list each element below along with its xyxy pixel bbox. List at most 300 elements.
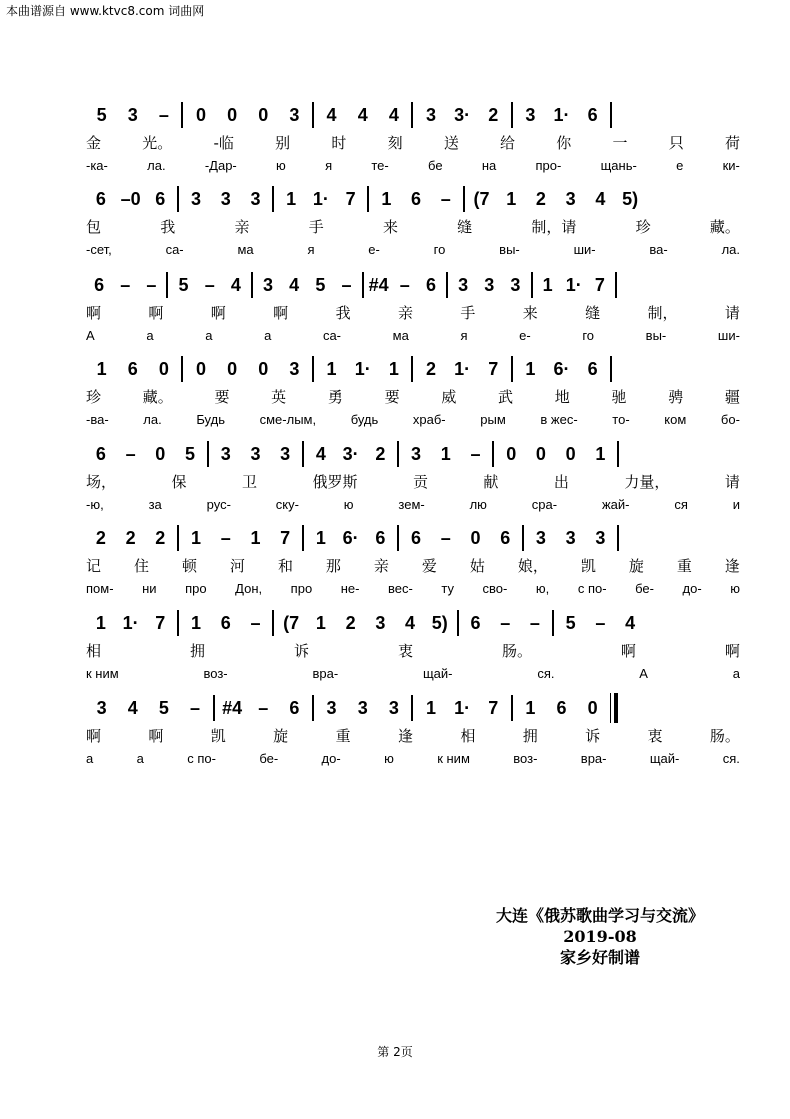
barline xyxy=(177,525,179,551)
note: – xyxy=(595,613,606,633)
lyric-syllable: ю xyxy=(276,157,286,173)
lyric-syllable: 刻 xyxy=(387,133,403,152)
lyric-syllable: 骋 xyxy=(668,387,684,406)
lyric-syllable: -ва- xyxy=(86,411,109,427)
barline xyxy=(251,272,253,298)
lyric-syllable: го xyxy=(582,327,595,343)
note: 4 xyxy=(289,275,300,295)
lyric-syllable: 藏。 xyxy=(709,217,740,236)
lyric-syllable: 啊 xyxy=(86,303,102,322)
note: 3 xyxy=(425,105,436,125)
lyric-syllable: 啊 xyxy=(148,726,164,745)
lyric-syllable: 场， xyxy=(86,472,117,491)
barline xyxy=(272,186,274,212)
note: 6 xyxy=(289,698,300,718)
note: 4 xyxy=(625,613,636,633)
lyric-syllable: 制， xyxy=(647,303,678,322)
lyric-syllable: ся xyxy=(674,496,688,512)
lyric-syllable: 请 xyxy=(724,303,740,322)
note: 6· xyxy=(342,528,359,548)
note: 0 xyxy=(195,359,206,379)
barline xyxy=(207,441,209,467)
lyric-syllable: щань- xyxy=(600,157,637,173)
lyric-syllable: 送 xyxy=(443,133,459,152)
lyric-syllable: храб- xyxy=(412,411,446,427)
lyric-syllable: пом- xyxy=(86,580,114,596)
lyric-syllable: 亲 xyxy=(234,217,250,236)
note: 1· xyxy=(354,359,371,379)
lyric-syllable: 献 xyxy=(483,472,499,491)
note: 3 xyxy=(535,528,546,548)
notation-line xyxy=(86,98,740,132)
note: 1 xyxy=(191,613,202,633)
source-header: 本曲谱源自 www.ktvc8.com 词曲网 xyxy=(6,4,205,18)
note: 3 xyxy=(375,613,386,633)
note: 0 xyxy=(535,444,546,464)
lyric-syllable: рым xyxy=(480,411,506,427)
lyrics-chinese xyxy=(86,555,740,575)
lyric-syllable: 肠。 xyxy=(709,726,740,745)
lyric-syllable: не- xyxy=(340,580,360,596)
lyric-syllable: 包 xyxy=(86,217,102,236)
note: 1 xyxy=(191,528,202,548)
lyric-syllable: вы- xyxy=(499,241,520,257)
credit-block xyxy=(470,905,730,968)
lyric-syllable: Будь xyxy=(196,411,225,427)
lyric-syllable: 啊 xyxy=(273,303,289,322)
lyric-syllable: а xyxy=(205,327,213,343)
lyric-syllable: на xyxy=(481,157,497,173)
note: 1 xyxy=(388,359,399,379)
note: 1 xyxy=(525,698,536,718)
lyric-syllable: а xyxy=(86,750,94,766)
lyric-syllable: 啊 xyxy=(210,303,226,322)
note: 6 xyxy=(425,275,436,295)
note: 3 xyxy=(250,189,261,209)
note: 1 xyxy=(315,613,326,633)
note: 0 xyxy=(258,359,269,379)
note: 6 xyxy=(587,105,598,125)
score-system xyxy=(0,691,790,771)
lyric-syllable: а xyxy=(732,665,740,681)
lyric-syllable: 拥 xyxy=(522,726,538,745)
lyric-syllable: а xyxy=(146,327,154,343)
note: 3 xyxy=(357,698,368,718)
note: 1· xyxy=(454,359,471,379)
lyric-syllable: за xyxy=(148,496,162,512)
lyric-syllable: 手 xyxy=(460,303,476,322)
lyric-syllable: 藏。 xyxy=(142,387,173,406)
lyric-syllable: 卫 xyxy=(241,472,257,491)
lyric-syllable: 旋 xyxy=(273,726,289,745)
lyric-syllable: 保 xyxy=(171,472,187,491)
lyric-syllable: я xyxy=(307,241,315,257)
note: 2 xyxy=(125,528,136,548)
lyric-syllable: 时 xyxy=(331,133,347,152)
lyric-syllable: 姑 xyxy=(469,556,485,575)
lyric-syllable: бе- xyxy=(259,750,279,766)
lyrics-russian xyxy=(86,325,740,345)
lyric-syllable: 旋 xyxy=(628,556,644,575)
note: 6 xyxy=(500,528,511,548)
lyric-syllable: 逢 xyxy=(397,726,413,745)
note: 7 xyxy=(280,528,291,548)
notation-line xyxy=(86,606,740,640)
lyric-syllable: с по- xyxy=(187,750,216,766)
lyric-syllable: 啊 xyxy=(148,303,164,322)
note: 1· xyxy=(454,698,471,718)
note: – xyxy=(189,698,200,718)
lyric-syllable: вра- xyxy=(312,665,339,681)
lyric-syllable: 相 xyxy=(86,641,102,660)
barline xyxy=(617,441,619,467)
notation-line xyxy=(86,268,740,302)
lyric-syllable: 啊 xyxy=(86,726,102,745)
lyric-syllable: 和 xyxy=(277,556,293,575)
lyric-syllable: 逢 xyxy=(724,556,740,575)
note: 5 xyxy=(158,698,169,718)
note: 2 xyxy=(425,359,436,379)
note: 0 xyxy=(195,105,206,125)
note: 6 xyxy=(587,359,598,379)
lyric-syllable: ску- xyxy=(275,496,299,512)
lyric-syllable: я xyxy=(325,157,333,173)
lyric-syllable: воз- xyxy=(513,750,538,766)
barline xyxy=(181,102,183,128)
lyric-syllable: сме-лым, xyxy=(259,411,317,427)
lyric-syllable: 相 xyxy=(460,726,476,745)
final-barline xyxy=(610,693,618,723)
barline xyxy=(302,441,304,467)
barline xyxy=(411,102,413,128)
lyric-syllable: ма xyxy=(392,327,409,343)
note: – xyxy=(500,613,511,633)
note: 0 xyxy=(470,528,481,548)
barline xyxy=(511,695,513,721)
note: 3 xyxy=(289,359,300,379)
lyrics-russian xyxy=(86,239,740,259)
lyric-syllable: будь xyxy=(350,411,379,427)
lyric-syllable: 啊 xyxy=(724,641,740,660)
lyrics-russian xyxy=(86,663,740,683)
lyric-syllable: 凯 xyxy=(580,556,596,575)
note: 3· xyxy=(454,105,471,125)
note: 3 xyxy=(565,528,576,548)
note: – xyxy=(470,444,481,464)
note: 5) xyxy=(622,189,639,209)
note: 3 xyxy=(280,444,291,464)
barline xyxy=(312,102,314,128)
lyric-syllable: 武 xyxy=(498,387,514,406)
barline xyxy=(312,695,314,721)
note: 1 xyxy=(506,189,517,209)
lyric-syllable: е xyxy=(676,157,684,173)
lyric-syllable: 地 xyxy=(554,387,570,406)
lyric-syllable: ши- xyxy=(573,241,596,257)
lyric-syllable: сво- xyxy=(482,580,508,596)
note: 3 xyxy=(458,275,469,295)
lyric-syllable: са- xyxy=(165,241,184,257)
note: 4 xyxy=(315,444,326,464)
lyrics-russian xyxy=(86,155,740,175)
note: 0 xyxy=(587,698,598,718)
lyric-syllable: зем- xyxy=(398,496,425,512)
note: 3 xyxy=(220,189,231,209)
lyrics-chinese xyxy=(86,132,740,152)
lyric-syllable: 诉 xyxy=(585,726,601,745)
lyric-syllable: вра- xyxy=(580,750,607,766)
lyric-syllable: а xyxy=(136,750,144,766)
lyric-syllable: 珍 xyxy=(635,217,651,236)
barline xyxy=(463,186,465,212)
note: 5 xyxy=(315,275,326,295)
lyric-syllable: с по- xyxy=(577,580,607,596)
note: 1 xyxy=(326,359,337,379)
note: 0 xyxy=(155,444,166,464)
note: 0 xyxy=(227,105,238,125)
note: 3 xyxy=(565,189,576,209)
lyrics-chinese xyxy=(86,216,740,236)
lyric-syllable: -сет, xyxy=(86,241,112,257)
lyric-syllable: 亲 xyxy=(373,556,389,575)
lyric-syllable: го xyxy=(433,241,446,257)
note: 0 xyxy=(158,359,169,379)
lyric-syllable: ва- xyxy=(649,241,668,257)
lyrics-russian xyxy=(86,494,740,514)
lyric-syllable: лю xyxy=(469,496,487,512)
lyric-syllable: ла. xyxy=(147,157,166,173)
note: 6 xyxy=(411,528,422,548)
lyric-syllable: 重 xyxy=(335,726,351,745)
note: 2 xyxy=(375,444,386,464)
lyric-syllable: 请 xyxy=(724,472,740,491)
lyric-syllable: те- xyxy=(371,157,389,173)
barline xyxy=(522,525,524,551)
note: – xyxy=(529,613,540,633)
lyric-syllable: 要 xyxy=(384,387,400,406)
barline xyxy=(617,525,619,551)
note: 4 xyxy=(357,105,368,125)
note: 1 xyxy=(425,698,436,718)
note: 1 xyxy=(381,189,392,209)
note: 3 xyxy=(127,105,138,125)
lyrics-russian xyxy=(86,748,740,768)
lyric-syllable: 英 xyxy=(271,387,287,406)
barline xyxy=(446,272,448,298)
lyric-syllable: 光。 xyxy=(142,133,173,152)
note: 3 xyxy=(289,105,300,125)
note: 6 xyxy=(411,189,422,209)
lyric-syllable: сра- xyxy=(531,496,558,512)
note: 6 xyxy=(155,189,166,209)
barline xyxy=(397,525,399,551)
barline xyxy=(457,610,459,636)
note: 6 xyxy=(94,275,105,295)
lyric-syllable: 住 xyxy=(133,556,149,575)
credit-line-3: 家乡好制谱 xyxy=(559,948,640,967)
score-system xyxy=(0,268,790,348)
note: 1 xyxy=(542,275,553,295)
notation-line xyxy=(86,691,740,725)
lyrics-chinese xyxy=(86,302,740,322)
score-system xyxy=(0,521,790,601)
barline xyxy=(531,272,533,298)
lyric-syllable: до- xyxy=(682,580,702,596)
credit-line-1: 大连《俄苏歌曲学习与交流》 xyxy=(495,906,704,925)
note: – xyxy=(341,275,352,295)
lyric-syllable: к ним xyxy=(437,750,470,766)
barline xyxy=(302,525,304,551)
note: 0 xyxy=(258,105,269,125)
lyric-syllable: я xyxy=(460,327,468,343)
page-number: 第 2页 xyxy=(377,1045,413,1059)
lyric-syllable: ком xyxy=(664,411,687,427)
note: 3· xyxy=(342,444,359,464)
lyrics-russian xyxy=(86,578,740,598)
barline xyxy=(177,610,179,636)
note: 7 xyxy=(345,189,356,209)
lyric-syllable: 重 xyxy=(676,556,692,575)
barline xyxy=(411,356,413,382)
note: 6 xyxy=(95,444,106,464)
lyric-syllable: к ним xyxy=(86,665,119,681)
lyric-syllable: ю xyxy=(343,496,354,512)
lyrics-chinese xyxy=(86,471,740,491)
note: 3 xyxy=(191,189,202,209)
lyric-syllable: рус- xyxy=(206,496,231,512)
lyric-syllable: 金 xyxy=(86,133,102,152)
note: 1 xyxy=(286,189,297,209)
barline xyxy=(610,356,612,382)
note: 6 xyxy=(220,613,231,633)
lyric-syllable: ту xyxy=(441,580,454,596)
lyric-syllable: бе xyxy=(428,157,443,173)
lyric-syllable: -临 xyxy=(213,133,234,152)
lyric-syllable: а xyxy=(264,327,272,343)
lyric-syllable: 疆 xyxy=(724,387,740,406)
lyric-syllable: 出 xyxy=(553,472,569,491)
note: – xyxy=(399,275,410,295)
score-system xyxy=(0,352,790,432)
note: 6· xyxy=(553,359,570,379)
note: – xyxy=(146,275,157,295)
lyric-syllable: 凯 xyxy=(210,726,226,745)
lyric-syllable: вес- xyxy=(388,580,413,596)
lyric-syllable: 你 xyxy=(556,133,572,152)
note: 2 xyxy=(155,528,166,548)
lyric-syllable: 勇 xyxy=(327,387,343,406)
lyric-syllable: 那 xyxy=(325,556,341,575)
note: 3 xyxy=(510,275,521,295)
lyric-syllable: жай- xyxy=(601,496,630,512)
lyric-syllable: бе- xyxy=(635,580,654,596)
lyric-syllable: са- xyxy=(322,327,341,343)
barline xyxy=(552,610,554,636)
lyric-syllable: воз- xyxy=(203,665,228,681)
lyric-syllable: ла. xyxy=(721,241,740,257)
lyric-syllable: е- xyxy=(519,327,531,343)
note: (7 xyxy=(473,189,490,209)
lyric-syllable: ся. xyxy=(722,750,740,766)
lyric-syllable: А xyxy=(86,327,95,343)
note: 6 xyxy=(375,528,386,548)
lyric-syllable: 珍 xyxy=(86,387,102,406)
note: –0 xyxy=(120,189,141,209)
lyrics-chinese xyxy=(86,725,740,745)
lyric-syllable: про- xyxy=(535,157,562,173)
note: – xyxy=(250,613,261,633)
note: (7 xyxy=(283,613,300,633)
score-system xyxy=(0,182,790,262)
note: 1 xyxy=(525,359,536,379)
barline xyxy=(312,356,314,382)
note: 0 xyxy=(506,444,517,464)
lyric-syllable: 衷 xyxy=(397,641,413,660)
lyric-syllable: -ю, xyxy=(86,496,104,512)
note: – xyxy=(204,275,215,295)
lyric-syllable: 俄罗斯 xyxy=(312,472,358,491)
lyric-syllable: щай- xyxy=(422,665,453,681)
note: 1 xyxy=(96,359,107,379)
lyric-syllable: ки- xyxy=(722,157,740,173)
lyric-syllable: 爱 xyxy=(421,556,437,575)
note: 6 xyxy=(95,189,106,209)
lyric-syllable: ся. xyxy=(537,665,555,681)
note: 7 xyxy=(488,359,499,379)
credit-line-2: 2019-08 xyxy=(563,927,637,946)
note: 4 xyxy=(326,105,337,125)
note: 3 xyxy=(411,444,422,464)
note: 3 xyxy=(484,275,495,295)
barline xyxy=(181,356,183,382)
note: 5 xyxy=(96,105,107,125)
note: 1 xyxy=(95,613,106,633)
note: 6 xyxy=(127,359,138,379)
score-system xyxy=(0,98,790,178)
note: 1· xyxy=(312,189,329,209)
note: – xyxy=(440,189,451,209)
barline xyxy=(610,102,612,128)
lyric-syllable: ла. xyxy=(143,411,162,427)
barline xyxy=(492,441,494,467)
note: 1 xyxy=(250,528,261,548)
note: – xyxy=(125,444,136,464)
lyric-syllable: 我 xyxy=(160,217,176,236)
note: 0 xyxy=(565,444,576,464)
note: 3 xyxy=(388,698,399,718)
barline xyxy=(511,102,513,128)
lyric-syllable: вы- xyxy=(645,327,667,343)
note: 3 xyxy=(263,275,274,295)
notation-line xyxy=(86,437,740,471)
lyric-syllable: е- xyxy=(368,241,380,257)
note: 6 xyxy=(556,698,567,718)
note: 3 xyxy=(220,444,231,464)
note: 7 xyxy=(594,275,605,295)
lyric-syllable: 一 xyxy=(612,133,628,152)
lyric-syllable: 我 xyxy=(335,303,351,322)
lyric-syllable: -Дар- xyxy=(204,157,237,173)
lyric-syllable: Дон, xyxy=(235,580,263,596)
notation-line xyxy=(86,521,740,555)
lyric-syllable: 衷 xyxy=(647,726,663,745)
lyric-syllable: 记 xyxy=(86,556,102,575)
lyric-syllable: А xyxy=(639,665,648,681)
lyric-syllable: -ка- xyxy=(86,157,108,173)
note: 7 xyxy=(488,698,499,718)
note: 5) xyxy=(431,613,448,633)
score-system xyxy=(0,606,790,686)
